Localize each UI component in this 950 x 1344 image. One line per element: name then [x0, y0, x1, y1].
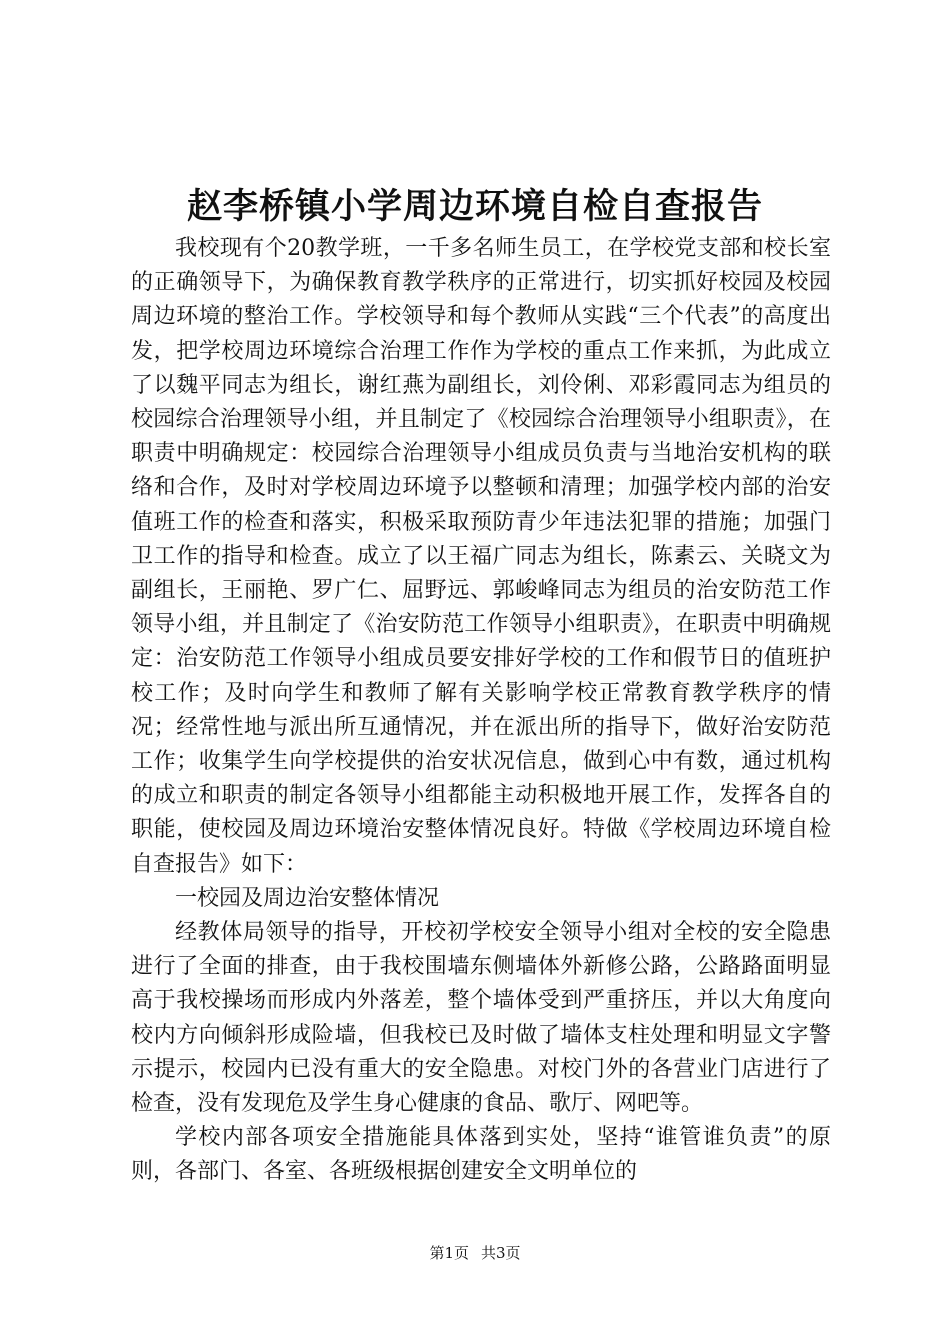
page-total: 共3页 [481, 1244, 521, 1262]
section-heading: 一校园及周边治安整体情况 [175, 885, 440, 911]
page-number: 第1页 [429, 1244, 469, 1262]
paragraph-internal-measures: 学校内部各项安全措施能具体落到实处，坚持“谁管谁负责”的原则，各部门、各室、各班级根据创建安全文明单位的 [131, 1125, 831, 1185]
document-title: 赵李桥镇小学周边环境自检自查报告 [186, 186, 763, 227]
paragraph-safety-check: 经教体局领导的指导，开校初学校安全领导小组对全校的安全隐患进行了全面的排查，由于我校围墙东侧墙体外新修公路，公路路面明显高于我校操场而形成内外落差，整个墙体受到严重挤压，并以大角度向校内方向倾斜形成险墙，但我校已及时做了墙体支柱处理和明显文字警示提示，校园内已没有重大的安全隐患。对校门外的各营业门店进行了检查，没有发现危及学生身心健康的食品、歌厅、网吧等。 [131, 920, 831, 1117]
document-body [131, 232, 831, 1190]
page-footer [0, 1242, 950, 1264]
paragraph-intro: 我校现有个20教学班，一千多名师生员工，在学校党支部和校长室的正确领导下，为确保教育教学秩序的正常进行，切实抓好校园及校园周边环境的整治工作。学校领导和每个教师从实践“三个代表”的高度出发，把学校周边环境综合治理工作作为学校的重点工作来抓，为此成立了以魏平同志为组长，谢红燕为副组长，刘伶俐、邓彩霞同志为组员的校园综合治理领导小组，并且制定了《校园综合治理领导小组职责》，在职责中明确规定：校园综合治理领导小组成员负责与当地治安机构的联络和合作，及时对学校周边环境予以整顿和清理；加强学校内部的治安值班工作的检查和落实，积极采取预防青少年违法犯罪的措施；加强门卫工作的指导和检查。成立了以王福广同志为组长，陈素云、关晓文为副组长，王丽艳、罗广仁、屈野远、郭峻峰同志为组员的治安防范工作领导小组，并且制定了《治安防范工作领导小组职责》，在职责中明确规定：治安防范工作领导小组成员要安排好学校的工作和假节日的值班护校工作；及时向学生和教师了解有关影响学校正常教育教学秩序的情况；经常性地与派出所互通情况，并在派出所的指导下，做好治安防范工作；收集学生向学校提供的治安状况信息，做到心中有数，通过机构的成立和职责的制定各领导小组都能主动积极地开展工作，发挥各自的职能，使校园及周边环境治安整体情况良好。特做《学校周边环境自检自查报告》如下： [131, 236, 831, 877]
